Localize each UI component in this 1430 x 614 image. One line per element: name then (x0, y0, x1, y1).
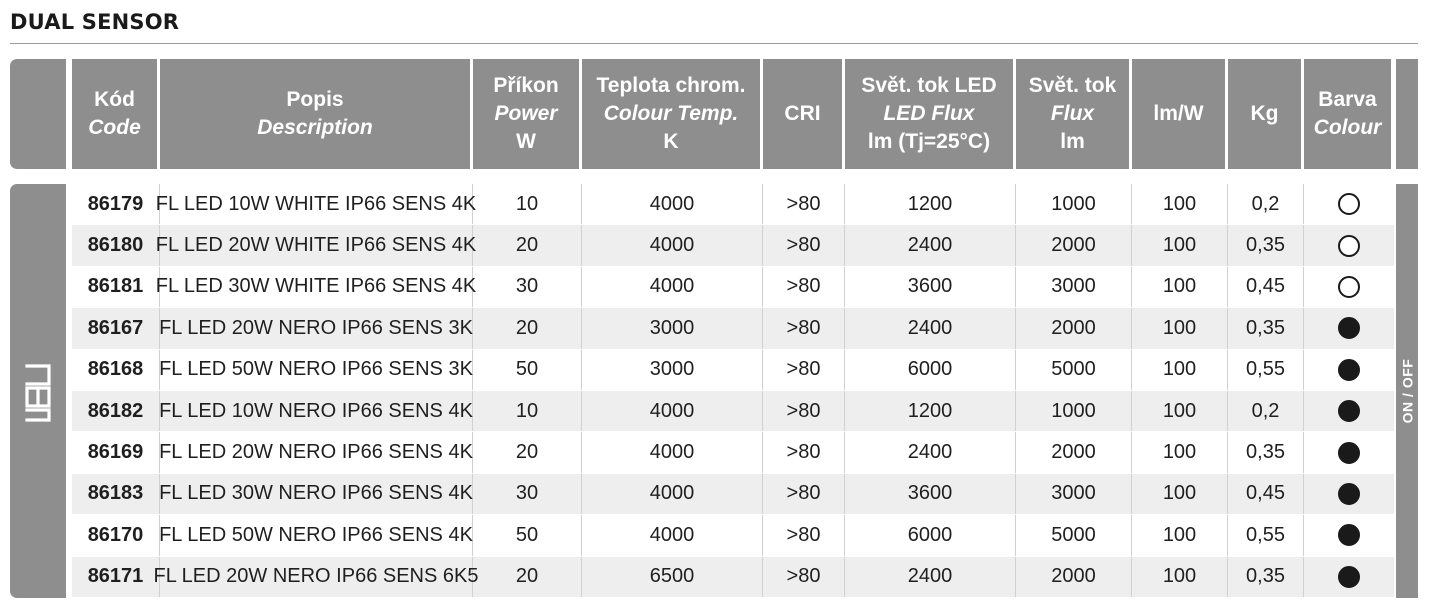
cell-description: FL LED 10W NERO IP66 SENS 4K (160, 391, 473, 431)
cell-flux: 2000 (1016, 308, 1132, 348)
table-row (72, 267, 1394, 308)
white-circle-icon (1338, 235, 1360, 257)
cell-colour (1304, 432, 1394, 472)
cell-description: FL LED 20W NERO IP66 SENS 3K (160, 308, 473, 348)
cell-led-flux: 6000 (845, 350, 1016, 390)
cell-colour-temp: 4000 (582, 225, 763, 265)
header-colour-temp (582, 59, 763, 169)
cell-cri: >80 (763, 557, 845, 597)
table-row (72, 184, 1394, 225)
cell-power: 20 (473, 225, 582, 265)
header-led-flux-line2: LED Flux (883, 102, 975, 125)
cell-weight: 0,55 (1228, 350, 1304, 390)
header-cri-line1: CRI (784, 102, 821, 125)
cell-code: 86169 (72, 432, 160, 472)
cell-colour (1304, 391, 1394, 431)
cell-code: 86182 (72, 391, 160, 431)
side-label: ON / OFF (1399, 358, 1416, 424)
cell-power: 50 (473, 350, 582, 390)
cell-cri: >80 (763, 391, 845, 431)
cell-led-flux: 2400 (845, 308, 1016, 348)
cell-colour (1304, 225, 1394, 265)
table-body (72, 184, 1394, 598)
cell-cri: >80 (763, 474, 845, 514)
cell-weight: 0,45 (1228, 267, 1304, 307)
header-weight (1228, 59, 1304, 169)
header-lm-per-watt (1132, 59, 1228, 169)
cell-colour (1304, 184, 1394, 224)
cell-led-flux: 2400 (845, 432, 1016, 472)
cell-cri: >80 (763, 225, 845, 265)
cell-weight: 0,35 (1228, 308, 1304, 348)
header-code (72, 59, 160, 169)
header-colour-temp-line2: Colour Temp. (603, 102, 739, 125)
cell-code: 86170 (72, 515, 160, 555)
cell-flux: 2000 (1016, 432, 1132, 472)
cell-power: 20 (473, 557, 582, 597)
header-power-line2: Power (494, 102, 558, 125)
cell-cri: >80 (763, 515, 845, 555)
header-flux-line3: lm (1060, 130, 1085, 153)
page-title: DUAL SENSOR (10, 10, 180, 34)
cell-flux: 1000 (1016, 184, 1132, 224)
cell-code: 86171 (72, 557, 160, 597)
cell-weight: 0,2 (1228, 391, 1304, 431)
cell-flux: 2000 (1016, 557, 1132, 597)
cell-description: FL LED 20W NERO IP66 SENS 4K (160, 432, 473, 472)
cell-colour-temp: 4000 (582, 474, 763, 514)
header-right-tab (1396, 59, 1418, 169)
cell-colour (1304, 557, 1394, 597)
header-colour-line1: Barva (1318, 88, 1377, 111)
black-circle-icon (1338, 524, 1360, 546)
cell-flux: 3000 (1016, 474, 1132, 514)
cell-colour (1304, 308, 1394, 348)
cell-colour-temp: 6500 (582, 557, 763, 597)
header-left-tab (10, 59, 66, 169)
cell-lm-per-watt: 100 (1132, 557, 1228, 597)
table-row (72, 515, 1394, 556)
header-power-line3: W (516, 130, 536, 153)
table-row (72, 474, 1394, 515)
cell-flux: 3000 (1016, 267, 1132, 307)
cell-cri: >80 (763, 432, 845, 472)
table-row (72, 225, 1394, 266)
cell-flux: 2000 (1016, 225, 1132, 265)
cell-lm-per-watt: 100 (1132, 267, 1228, 307)
black-circle-icon (1338, 400, 1360, 422)
cell-weight: 0,45 (1228, 474, 1304, 514)
cell-lm-per-watt: 100 (1132, 308, 1228, 348)
cell-colour-temp: 3000 (582, 350, 763, 390)
cell-lm-per-watt: 100 (1132, 184, 1228, 224)
cell-power: 20 (473, 432, 582, 472)
cell-colour (1304, 515, 1394, 555)
black-circle-icon (1338, 566, 1360, 588)
header-code-line2: Code (88, 116, 141, 139)
cell-lm-per-watt: 100 (1132, 391, 1228, 431)
cell-led-flux: 3600 (845, 474, 1016, 514)
cell-code: 86179 (72, 184, 160, 224)
cell-lm-per-watt: 100 (1132, 350, 1228, 390)
cell-weight: 0,35 (1228, 557, 1304, 597)
cell-colour-temp: 3000 (582, 308, 763, 348)
header-power (473, 59, 582, 169)
cell-power: 50 (473, 515, 582, 555)
cell-lm-per-watt: 100 (1132, 474, 1228, 514)
cell-lm-per-watt: 100 (1132, 515, 1228, 555)
header-colour-temp-line3: K (663, 130, 679, 153)
table-row (72, 432, 1394, 473)
cell-weight: 0,35 (1228, 432, 1304, 472)
cell-led-flux: 2400 (845, 225, 1016, 265)
cell-power: 10 (473, 184, 582, 224)
table-row (72, 557, 1394, 598)
black-circle-icon (1338, 359, 1360, 381)
cell-colour-temp: 4000 (582, 391, 763, 431)
cell-colour-temp: 4000 (582, 267, 763, 307)
cell-description: FL LED 20W WHITE IP66 SENS 4K (160, 225, 473, 265)
cell-code: 86167 (72, 308, 160, 348)
white-circle-icon (1338, 193, 1360, 215)
header-colour-line2: Colour (1313, 116, 1382, 139)
header-description-line1: Popis (286, 88, 344, 111)
header-led-flux-line3: lm (Tj=25°C) (867, 130, 991, 153)
header-cri (763, 59, 845, 169)
cell-led-flux: 6000 (845, 515, 1016, 555)
header-colour-temp-line1: Teplota chrom. (596, 74, 746, 97)
cell-code: 86180 (72, 225, 160, 265)
cell-colour-temp: 4000 (582, 515, 763, 555)
cell-led-flux: 1200 (845, 391, 1016, 431)
black-circle-icon (1338, 442, 1360, 464)
cell-code: 86183 (72, 474, 160, 514)
header-flux-line1: Svět. tok (1028, 74, 1117, 97)
header-code-line1: Kód (94, 88, 135, 111)
table-header (72, 59, 1394, 169)
table-row (72, 308, 1394, 349)
side-strip (1396, 184, 1418, 598)
header-power-line1: Příkon (493, 74, 559, 97)
cell-power: 20 (473, 308, 582, 348)
cell-description: FL LED 20W NERO IP66 SENS 6K5 (160, 557, 473, 597)
cell-code: 86181 (72, 267, 160, 307)
cell-colour (1304, 474, 1394, 514)
cell-weight: 0,2 (1228, 184, 1304, 224)
cell-cri: >80 (763, 267, 845, 307)
cell-cri: >80 (763, 350, 845, 390)
cell-weight: 0,55 (1228, 515, 1304, 555)
header-flux-line2: Flux (1050, 102, 1095, 125)
cell-description: FL LED 50W NERO IP66 SENS 3K (160, 350, 473, 390)
cell-led-flux: 3600 (845, 267, 1016, 307)
cell-weight: 0,35 (1228, 225, 1304, 265)
header-description (160, 59, 473, 169)
cell-description: FL LED 10W WHITE IP66 SENS 4K (160, 184, 473, 224)
cell-flux: 1000 (1016, 391, 1132, 431)
cell-led-flux: 2400 (845, 557, 1016, 597)
table-row (72, 350, 1394, 391)
cell-flux: 5000 (1016, 350, 1132, 390)
led-icon (22, 362, 54, 424)
cell-colour (1304, 350, 1394, 390)
header-description-line2: Description (257, 116, 373, 139)
table-row (72, 391, 1394, 432)
header-weight-line1: Kg (1250, 102, 1279, 125)
cell-power: 10 (473, 391, 582, 431)
cell-colour-temp: 4000 (582, 432, 763, 472)
header-lm-per-watt-line1: lm/W (1153, 102, 1204, 125)
header-led-flux (845, 59, 1016, 169)
cell-power: 30 (473, 474, 582, 514)
header-led-flux-line1: Svět. tok LED (861, 74, 997, 97)
header-flux (1016, 59, 1132, 169)
cell-description: FL LED 30W WHITE IP66 SENS 4K (160, 267, 473, 307)
cell-description: FL LED 30W NERO IP66 SENS 4K (160, 474, 473, 514)
cell-lm-per-watt: 100 (1132, 432, 1228, 472)
cell-lm-per-watt: 100 (1132, 225, 1228, 265)
cell-colour (1304, 267, 1394, 307)
cell-code: 86168 (72, 350, 160, 390)
header-colour (1304, 59, 1394, 169)
cell-led-flux: 1200 (845, 184, 1016, 224)
white-circle-icon (1338, 276, 1360, 298)
cell-power: 30 (473, 267, 582, 307)
cell-cri: >80 (763, 308, 845, 348)
cell-description: FL LED 50W NERO IP66 SENS 4K (160, 515, 473, 555)
cell-colour-temp: 4000 (582, 184, 763, 224)
black-circle-icon (1338, 483, 1360, 505)
title-divider (10, 43, 1418, 44)
black-circle-icon (1338, 317, 1360, 339)
cell-cri: >80 (763, 184, 845, 224)
cell-flux: 5000 (1016, 515, 1132, 555)
